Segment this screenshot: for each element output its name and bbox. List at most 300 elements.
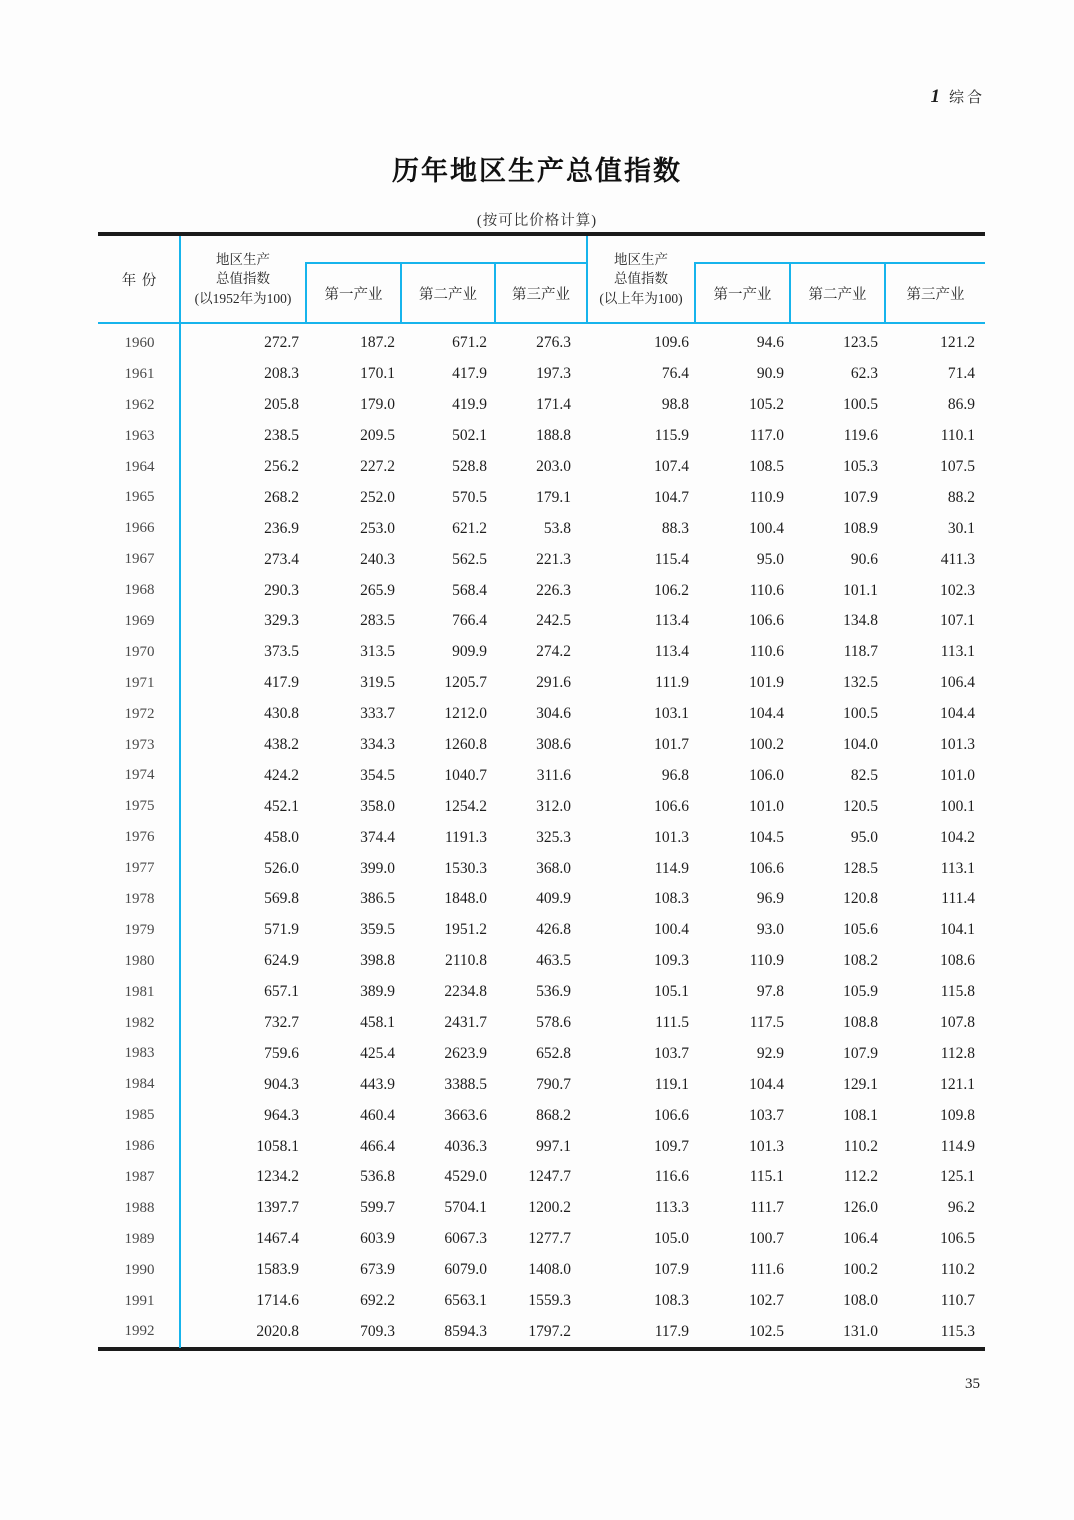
value-cell: 3663.6: [444, 1106, 487, 1124]
value-cell: 1467.4: [256, 1230, 299, 1248]
year-cell: 1970: [124, 643, 155, 660]
value-cell: 1200.2: [528, 1199, 571, 1217]
value-cell: 100.4: [654, 921, 689, 939]
value-cell: 1254.2: [444, 797, 487, 815]
value-cell: 110.9: [749, 952, 784, 970]
table-row: [98, 452, 985, 483]
year-cell: 1975: [124, 798, 155, 815]
value-cell: 128.5: [843, 859, 878, 877]
value-cell: 276.3: [536, 334, 571, 352]
value-cell: 115.4: [654, 550, 689, 568]
value-cell: 106.6: [654, 797, 689, 815]
value-cell: 119.1: [654, 1075, 689, 1093]
value-cell: 108.9: [843, 519, 878, 537]
table-row: [98, 606, 985, 637]
value-cell: 1714.6: [256, 1292, 299, 1310]
secondary-industry-header-1: 第二产业: [400, 262, 494, 322]
value-cell: 8594.3: [444, 1322, 487, 1340]
value-cell: 419.9: [452, 396, 487, 414]
value-cell: 621.2: [452, 519, 487, 537]
value-cell: 732.7: [264, 1014, 299, 1032]
value-cell: 425.4: [360, 1044, 395, 1062]
year-column-divider: [179, 236, 181, 1348]
value-cell: 95.0: [756, 550, 784, 568]
year-cell: 1991: [124, 1292, 155, 1309]
value-cell: 411.3: [940, 550, 975, 568]
value-cell: 197.3: [536, 365, 571, 383]
value-cell: 115.8: [940, 983, 975, 1001]
value-cell: 1408.0: [528, 1261, 571, 1279]
value-cell: 1247.7: [528, 1168, 571, 1186]
table-row: [98, 822, 985, 853]
value-cell: 101.3: [654, 828, 689, 846]
year-cell: 1962: [124, 396, 155, 413]
value-cell: 904.3: [264, 1075, 299, 1093]
year-cell: 1980: [124, 952, 155, 969]
value-cell: 96.2: [947, 1199, 975, 1217]
value-cell: 103.7: [654, 1044, 689, 1062]
value-cell: 108.8: [843, 1014, 878, 1032]
table-row: [98, 699, 985, 730]
year-cell: 1986: [124, 1138, 155, 1155]
value-cell: 1797.2: [528, 1322, 571, 1340]
value-cell: 242.5: [536, 612, 571, 630]
value-cell: 536.9: [536, 983, 571, 1001]
value-cell: 53.8: [543, 519, 571, 537]
value-cell: 526.0: [264, 859, 299, 877]
value-cell: 103.1: [654, 705, 689, 723]
value-cell: 88.2: [947, 488, 975, 506]
table-row: [98, 1100, 985, 1131]
value-cell: 107.9: [843, 488, 878, 506]
value-cell: 129.1: [843, 1075, 878, 1093]
value-cell: 101.1: [843, 581, 878, 599]
table-row: [98, 1193, 985, 1224]
table-row: [98, 1131, 985, 1162]
year-cell: 1965: [124, 489, 155, 506]
value-cell: 562.5: [452, 550, 487, 568]
value-cell: 102.5: [749, 1322, 784, 1340]
value-cell: 90.6: [850, 550, 878, 568]
value-cell: 571.9: [264, 921, 299, 939]
table-row: [98, 544, 985, 575]
value-cell: 274.2: [536, 643, 571, 661]
value-cell: 105.0: [654, 1230, 689, 1248]
year-cell: 1964: [124, 458, 155, 475]
value-cell: 236.9: [264, 519, 299, 537]
table-row: [98, 1317, 985, 1348]
value-cell: 657.1: [264, 983, 299, 1001]
year-cell: 1982: [124, 1014, 155, 1031]
value-cell: 399.0: [360, 859, 395, 877]
value-cell: 101.7: [654, 736, 689, 754]
value-cell: 221.3: [536, 550, 571, 568]
value-cell: 107.4: [654, 458, 689, 475]
value-cell: 368.0: [536, 859, 571, 877]
value-cell: 90.9: [756, 365, 784, 383]
year-cell: 1979: [124, 921, 155, 938]
value-cell: 110.9: [749, 488, 784, 506]
value-cell: 101.3: [940, 736, 975, 754]
value-cell: 109.8: [940, 1106, 975, 1124]
value-cell: 110.7: [940, 1292, 975, 1310]
value-cell: 308.6: [536, 736, 571, 754]
value-cell: 106.6: [654, 1106, 689, 1124]
value-cell: 118.7: [843, 643, 878, 661]
table-row: [98, 791, 985, 822]
gdp-index-table: [98, 232, 985, 1351]
year-cell: 1971: [124, 674, 155, 691]
table-bottom-border: [98, 1347, 985, 1351]
value-cell: 106.6: [749, 859, 784, 877]
value-cell: 458.1: [360, 1014, 395, 1032]
value-cell: 4529.0: [444, 1168, 487, 1186]
value-cell: 121.2: [940, 334, 975, 352]
year-cell: 1981: [124, 983, 155, 1000]
primary-industry-header-1: 第一产业: [305, 262, 400, 322]
value-cell: 109.6: [654, 334, 689, 352]
value-cell: 252.0: [360, 488, 395, 506]
value-cell: 568.4: [452, 581, 487, 599]
value-cell: 3388.5: [444, 1075, 487, 1093]
value-cell: 108.0: [843, 1292, 878, 1310]
value-cell: 113.1: [940, 859, 975, 877]
year-cell: 1974: [124, 767, 155, 784]
table-row: [98, 482, 985, 513]
value-cell: 311.6: [536, 766, 571, 784]
value-cell: 107.5: [940, 458, 975, 475]
value-cell: 110.6: [749, 581, 784, 599]
value-cell: 273.4: [264, 550, 299, 568]
year-cell: 1961: [124, 365, 155, 382]
value-cell: 111.5: [655, 1014, 689, 1032]
value-cell: 205.8: [264, 396, 299, 414]
year-cell: 1960: [124, 334, 155, 351]
value-cell: 1260.8: [444, 736, 487, 754]
value-cell: 227.2: [360, 458, 395, 475]
table-row: [98, 853, 985, 884]
value-cell: 290.3: [264, 581, 299, 599]
section-label: [930, 86, 985, 108]
value-cell: 179.1: [536, 488, 571, 506]
value-cell: 1058.1: [256, 1137, 299, 1155]
value-cell: 106.6: [749, 612, 784, 630]
year-cell: 1992: [124, 1323, 155, 1340]
tertiary-industry-header-2: 第三产业: [884, 262, 985, 322]
table-header: [98, 236, 985, 322]
value-cell: 240.3: [360, 550, 395, 568]
page-title: 历年地区生产总值指数: [392, 156, 682, 186]
value-cell: 110.2: [843, 1137, 878, 1155]
year-cell: 1989: [124, 1230, 155, 1247]
value-cell: 132.5: [843, 674, 878, 692]
value-cell: 110.6: [749, 643, 784, 661]
value-cell: 100.5: [843, 705, 878, 723]
value-cell: 603.9: [360, 1230, 395, 1248]
value-cell: 265.9: [360, 581, 395, 599]
table-row: [98, 760, 985, 791]
value-cell: 1951.2: [444, 921, 487, 939]
value-cell: 119.6: [843, 427, 878, 445]
value-cell: 2020.8: [256, 1322, 299, 1340]
table-row: [98, 946, 985, 977]
value-cell: 463.5: [536, 952, 571, 970]
value-cell: 104.4: [749, 705, 784, 723]
value-cell: 624.9: [264, 952, 299, 970]
value-cell: 105.6: [843, 921, 878, 939]
table-row: [98, 1286, 985, 1317]
value-cell: 709.3: [360, 1322, 395, 1340]
value-cell: 104.1: [940, 921, 975, 939]
table-body: [98, 324, 985, 1347]
value-cell: 329.3: [264, 612, 299, 630]
value-cell: 112.2: [843, 1168, 878, 1186]
value-cell: 30.1: [947, 519, 975, 537]
value-cell: 111.7: [750, 1199, 784, 1217]
value-cell: 96.8: [661, 766, 689, 784]
table-row: [98, 1008, 985, 1039]
value-cell: 359.5: [360, 921, 395, 939]
value-cell: 105.3: [843, 458, 878, 475]
value-cell: 113.4: [654, 612, 689, 630]
value-cell: 528.8: [452, 458, 487, 475]
value-cell: 115.3: [940, 1322, 975, 1340]
value-cell: 108.3: [654, 1292, 689, 1310]
value-cell: 88.3: [661, 519, 689, 537]
value-cell: 108.2: [843, 952, 878, 970]
group1-title-line3: (以1952年为100): [194, 290, 292, 306]
value-cell: 108.1: [843, 1106, 878, 1124]
value-cell: 460.4: [360, 1106, 395, 1124]
value-cell: 438.2: [264, 736, 299, 754]
value-cell: 120.5: [843, 797, 878, 815]
year-cell: 1969: [124, 612, 155, 629]
value-cell: 104.5: [749, 828, 784, 846]
value-cell: 6079.0: [444, 1261, 487, 1279]
table-row: [98, 977, 985, 1008]
year-cell: 1988: [124, 1199, 155, 1216]
value-cell: 112.8: [940, 1044, 975, 1062]
value-cell: 909.9: [452, 643, 487, 661]
value-cell: 1848.0: [444, 890, 487, 908]
value-cell: 1212.0: [444, 705, 487, 723]
value-cell: 98.8: [661, 396, 689, 414]
value-cell: 313.5: [360, 643, 395, 661]
value-cell: 92.9: [756, 1044, 784, 1062]
value-cell: 82.5: [850, 766, 878, 784]
year-cell: 1990: [124, 1261, 155, 1278]
value-cell: 1277.7: [528, 1230, 571, 1248]
value-cell: 94.6: [756, 334, 784, 352]
value-cell: 101.0: [749, 797, 784, 815]
value-cell: 766.4: [452, 612, 487, 630]
value-cell: 291.6: [536, 674, 571, 692]
value-cell: 1559.3: [528, 1292, 571, 1310]
value-cell: 62.3: [850, 365, 878, 383]
value-cell: 93.0: [756, 921, 784, 939]
value-cell: 417.9: [264, 674, 299, 692]
value-cell: 652.8: [536, 1044, 571, 1062]
value-cell: 102.7: [749, 1292, 784, 1310]
value-cell: 111.4: [941, 890, 975, 908]
value-cell: 71.4: [947, 365, 975, 383]
value-cell: 100.1: [940, 797, 975, 815]
value-cell: 312.0: [536, 797, 571, 815]
secondary-industry-header-2: 第二产业: [789, 262, 884, 322]
table-row: [98, 328, 985, 359]
value-cell: 417.9: [452, 365, 487, 383]
value-cell: 354.5: [360, 766, 395, 784]
value-cell: 452.1: [264, 797, 299, 815]
year-cell: 1963: [124, 427, 155, 444]
value-cell: 109.3: [654, 952, 689, 970]
value-cell: 671.2: [452, 334, 487, 352]
value-cell: 126.0: [843, 1199, 878, 1217]
group1-title-line1: 地区生产: [216, 251, 270, 267]
group2-title-line3: (以上年为100): [599, 290, 683, 306]
value-cell: 107.9: [843, 1044, 878, 1062]
value-cell: 536.8: [360, 1168, 395, 1186]
value-cell: 1583.9: [256, 1261, 299, 1279]
value-cell: 1397.7: [256, 1199, 299, 1217]
value-cell: 134.8: [843, 612, 878, 630]
value-cell: 1040.7: [444, 766, 487, 784]
value-cell: 114.9: [654, 859, 689, 877]
value-cell: 113.3: [654, 1199, 689, 1217]
value-cell: 120.8: [843, 890, 878, 908]
value-cell: 106.0: [749, 766, 784, 784]
value-cell: 121.1: [940, 1075, 975, 1093]
value-cell: 117.9: [654, 1322, 689, 1340]
value-cell: 209.5: [360, 427, 395, 445]
value-cell: 578.6: [536, 1014, 571, 1032]
table-row: [98, 1162, 985, 1193]
value-cell: 113.1: [940, 643, 975, 661]
group1-header-cell: [181, 236, 305, 322]
value-cell: 2623.9: [444, 1044, 487, 1062]
value-cell: 111.6: [750, 1261, 784, 1279]
value-cell: 208.3: [264, 365, 299, 383]
year-cell: 1967: [124, 551, 155, 568]
value-cell: 6067.3: [444, 1230, 487, 1248]
value-cell: 125.1: [940, 1168, 975, 1186]
year-cell: 1984: [124, 1076, 155, 1093]
section-name: 综合: [948, 90, 985, 106]
value-cell: 253.0: [360, 519, 395, 537]
value-cell: 443.9: [360, 1075, 395, 1093]
value-cell: 2110.8: [444, 952, 487, 970]
value-cell: 171.4: [536, 396, 571, 414]
group2-title-line1: 地区生产: [614, 251, 668, 267]
value-cell: 2234.8: [444, 983, 487, 1001]
value-cell: 334.3: [360, 736, 395, 754]
value-cell: 102.3: [940, 581, 975, 599]
table-row: [98, 575, 985, 606]
table-row: [98, 390, 985, 421]
value-cell: 374.4: [360, 828, 395, 846]
value-cell: 105.1: [654, 983, 689, 1001]
table-row: [98, 668, 985, 699]
value-cell: 110.2: [940, 1261, 975, 1279]
value-cell: 115.9: [654, 427, 689, 445]
value-cell: 107.8: [940, 1014, 975, 1032]
value-cell: 319.5: [360, 674, 395, 692]
value-cell: 238.5: [264, 427, 299, 445]
value-cell: 106.5: [940, 1230, 975, 1248]
value-cell: 131.0: [843, 1322, 878, 1340]
value-cell: 86.9: [947, 396, 975, 414]
value-cell: 325.3: [536, 828, 571, 846]
table-row: [98, 915, 985, 946]
value-cell: 116.6: [654, 1168, 689, 1186]
value-cell: 101.3: [749, 1137, 784, 1155]
value-cell: 104.0: [843, 736, 878, 754]
value-cell: 256.2: [264, 458, 299, 475]
year-header-cell: 年 份: [121, 272, 158, 289]
value-cell: 358.0: [360, 797, 395, 815]
value-cell: 272.7: [264, 334, 299, 352]
value-cell: 1530.3: [444, 859, 487, 877]
value-cell: 103.7: [749, 1106, 784, 1124]
year-cell: 1966: [124, 520, 155, 537]
value-cell: 101.9: [749, 674, 784, 692]
value-cell: 569.8: [264, 890, 299, 908]
value-cell: 123.5: [843, 334, 878, 352]
value-cell: 373.5: [264, 643, 299, 661]
value-cell: 100.7: [749, 1230, 784, 1248]
value-cell: 111.9: [655, 674, 689, 692]
value-cell: 97.8: [756, 983, 784, 1001]
table-row: [98, 884, 985, 915]
value-cell: 268.2: [264, 488, 299, 506]
value-cell: 1234.2: [256, 1168, 299, 1186]
value-cell: 104.4: [940, 705, 975, 723]
value-cell: 964.3: [264, 1106, 299, 1124]
value-cell: 759.6: [264, 1044, 299, 1062]
value-cell: 2431.7: [444, 1014, 487, 1032]
table-row: [98, 1224, 985, 1255]
value-cell: 108.5: [749, 458, 784, 475]
year-cell: 1978: [124, 890, 155, 907]
value-cell: 113.4: [654, 643, 689, 661]
value-cell: 790.7: [536, 1075, 571, 1093]
value-cell: 108.3: [654, 890, 689, 908]
value-cell: 105.9: [843, 983, 878, 1001]
value-cell: 110.1: [940, 427, 975, 445]
value-cell: 101.0: [940, 766, 975, 784]
value-cell: 6563.1: [444, 1292, 487, 1310]
table-row: [98, 637, 985, 668]
value-cell: 106.4: [940, 674, 975, 692]
value-cell: 106.2: [654, 581, 689, 599]
tertiary-industry-header-1: 第三产业: [494, 262, 586, 322]
value-cell: 466.4: [360, 1137, 395, 1155]
value-cell: 226.3: [536, 581, 571, 599]
value-cell: 389.9: [360, 983, 395, 1001]
group1-title-line2: 总值指数: [216, 271, 270, 287]
value-cell: 104.7: [654, 488, 689, 506]
value-cell: 100.2: [749, 736, 784, 754]
section-number: 1: [930, 86, 940, 107]
value-cell: 104.4: [749, 1075, 784, 1093]
year-cell: 1985: [124, 1107, 155, 1124]
value-cell: 108.6: [940, 952, 975, 970]
value-cell: 76.4: [661, 365, 689, 383]
value-cell: 107.1: [940, 612, 975, 630]
primary-industry-header-2: 第一产业: [694, 262, 789, 322]
value-cell: 426.8: [536, 921, 571, 939]
year-cell: 1968: [124, 582, 155, 599]
